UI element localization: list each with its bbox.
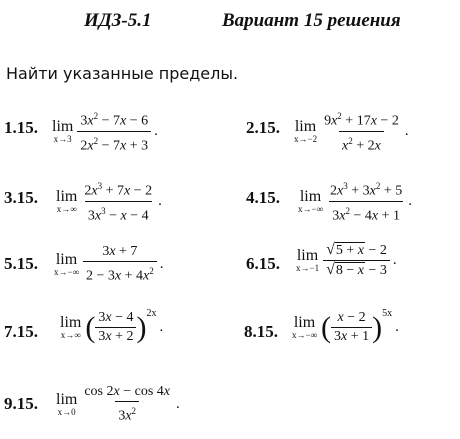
problem-number: 8.15. [244, 322, 278, 341]
limit-subscript: x→−∞ [54, 266, 79, 277]
lim-word: lim [56, 390, 78, 408]
problem-expression: lim x→−∞ $\frac{3x + 7}{2 - 3x + 4x^2}$ . [54, 244, 164, 284]
task-instruction: Найти указанные пределы. [6, 64, 239, 83]
limit-subscript: x→∞ [60, 330, 81, 340]
limit-subscript: x→3 [53, 133, 72, 144]
limit-subscript: x→−2 [294, 133, 318, 144]
lim-word: lim [56, 187, 78, 205]
problem-number: 2.15. [246, 118, 280, 137]
problem-number: 6.15. [246, 254, 280, 273]
limit-subscript: x→0 [57, 406, 76, 417]
problem-expression: lim x→−2 $\frac{9x^2 + 17x - 2}{x^2 + 2x}$ . [294, 111, 409, 154]
problem-number: 3.15. [4, 188, 38, 207]
lim-word: lim [52, 117, 74, 135]
limit-subscript: x→−1 [296, 263, 320, 273]
problem-number: 1.15. [4, 118, 38, 137]
lim-word: lim [60, 314, 82, 331]
problem-expression: lim x→3 $\frac{3x^2 - 7x - 6}{2x^2 - 7x + 3}$ . [52, 111, 158, 154]
limit-subscript: x→∞ [56, 203, 77, 214]
problem-number: 4.15. [246, 188, 280, 207]
problem-expression: lim x→0 $\frac{\cos 2x - \cos 4x}{3x^2}$ . [56, 384, 180, 424]
problem-expression: lim x→−1 √ 5 + x − 2 √ 8 − x − 3 . [296, 241, 397, 278]
assignment-title: ИДЗ-5.1 [84, 10, 152, 31]
exponent: 5x [382, 308, 393, 319]
limit-subscript: x→−∞ [292, 330, 317, 340]
problem-number: 7.15. [4, 322, 38, 341]
problem-number: 5.15. [4, 254, 38, 273]
lim-word: lim [293, 314, 316, 331]
variant-title: Вариант 15 решения [222, 10, 401, 31]
limit-subscript: x→−∞ [298, 203, 323, 214]
problem-expression: lim x→∞ ( $\frac{3x - 4}{3x + 2}$ ) 2x . [60, 308, 164, 344]
exponent: 2x [146, 308, 157, 319]
lim-word: lim [55, 250, 78, 268]
problem-expression: lim x→∞ $\frac{2x^3 + 7x - 2}{3x^3 - x - 4}$ . [56, 181, 162, 224]
problem-number: 9.15. [4, 394, 38, 413]
lim-word: lim [294, 117, 317, 135]
lim-word: lim [296, 247, 319, 264]
lim-word: lim [299, 187, 322, 205]
problem-expression: lim x→−∞ ( $\frac{x - 2}{3x + 1}$ ) 5x . [292, 308, 399, 344]
problem-expression: lim x→−∞ $\frac{2x^3 + 3x^2 + 5}{3x^2 - 4x + 1}$ . [298, 181, 412, 224]
